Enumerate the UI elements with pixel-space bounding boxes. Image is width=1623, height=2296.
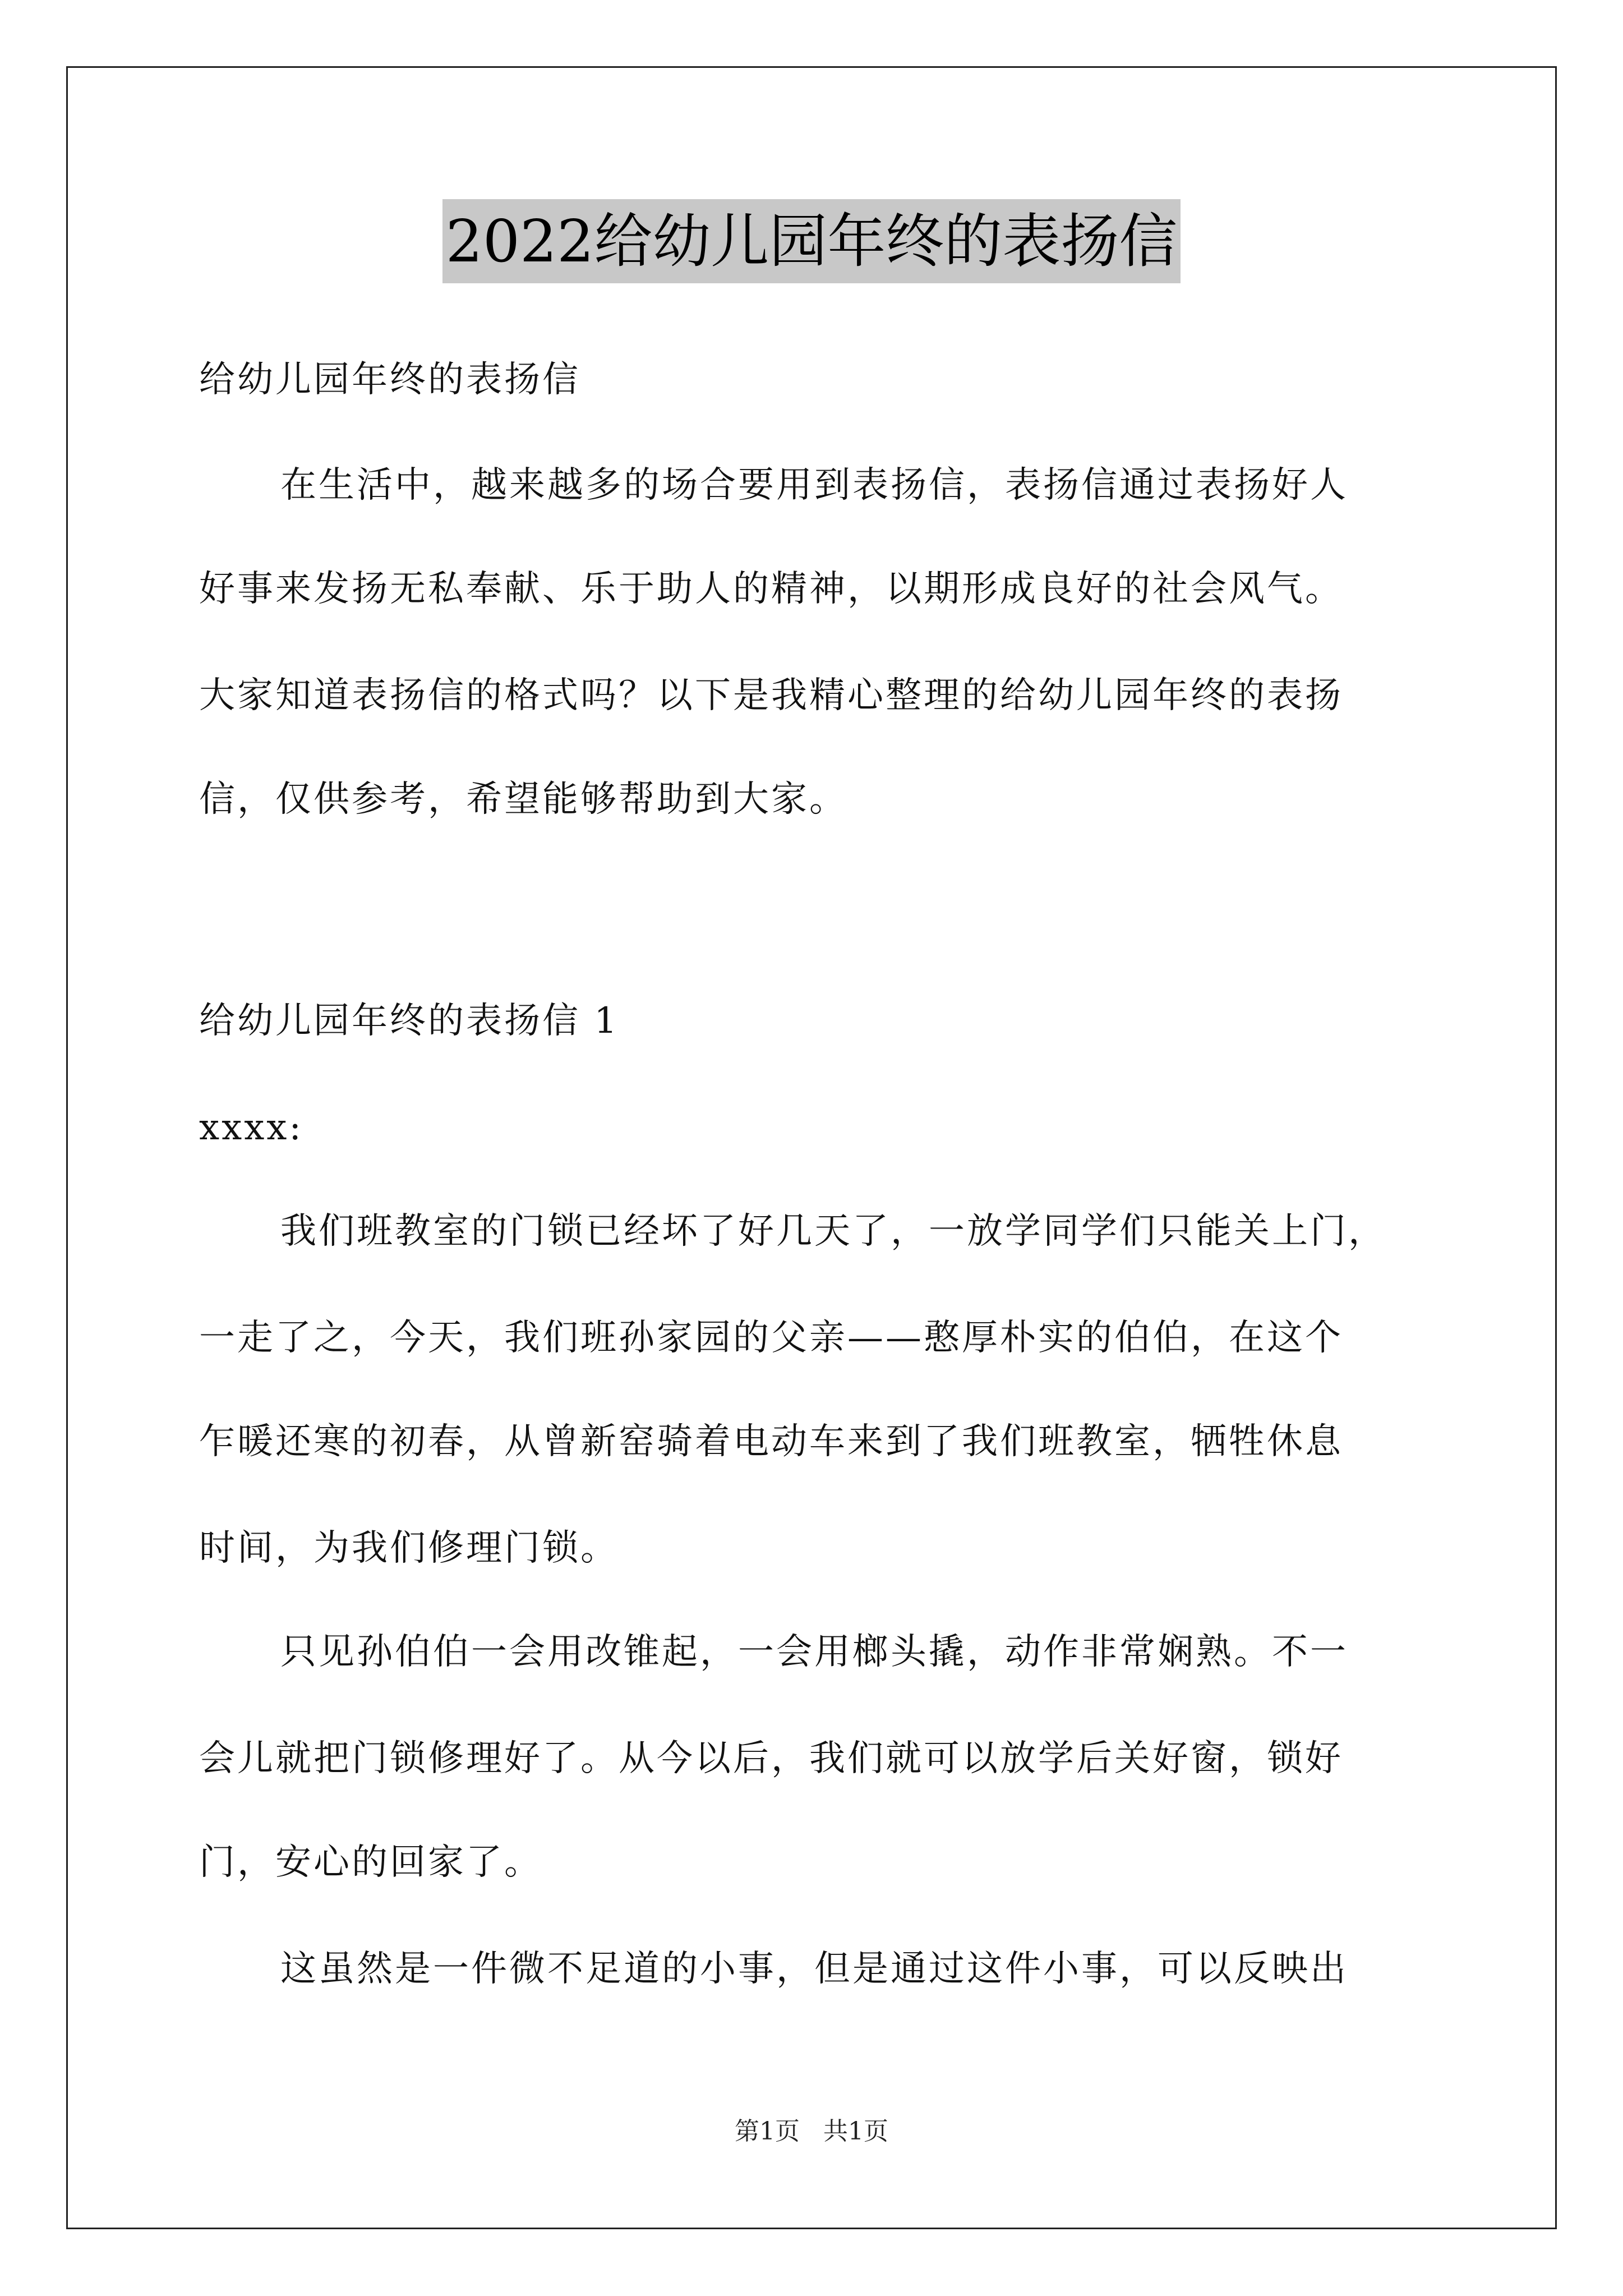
- intro-line: 大家知道表扬信的格式吗？以下是我精心整理的给幼儿园年终的表扬: [199, 675, 1343, 716]
- salutation: xxxx:: [199, 1107, 303, 1148]
- intro-line: 好事来发扬无私奉献、乐于助人的精神，以期形成良好的社会风气。: [199, 568, 1343, 610]
- body-line: 这虽然是一件微不足道的小事，但是通过这件小事，可以反映出: [280, 1948, 1348, 1990]
- intro-line: 信，仅供参考，希望能够帮助到大家。: [199, 779, 847, 820]
- body-line: 乍暖还寒的初春，从曾新窑骑着电动车来到了我们班教室，牺牲休息: [199, 1421, 1343, 1462]
- body-line: 只见孙伯伯一会用改锥起，一会用榔头撬，动作非常娴熟。不一: [280, 1631, 1348, 1673]
- page-footer: 第1页 共1页: [735, 2117, 888, 2146]
- subtitle: 给幼儿园年终的表扬信: [199, 359, 580, 401]
- body-line: 一走了之，今天，我们班孙家园的父亲——憨厚朴实的伯伯，在这个: [199, 1317, 1343, 1359]
- intro-line: 在生活中，越来越多的场合要用到表扬信，表扬信通过表扬好人: [280, 464, 1348, 506]
- body-line: 时间，为我们修理门锁。: [199, 1527, 619, 1569]
- body-line: 我们班教室的门锁已经坏了好几天了，一放学同学们只能关上门，: [280, 1211, 1386, 1252]
- body-line: 会儿就把门锁修理好了。从今以后，我们就可以放学后关好窗，锁好: [199, 1738, 1343, 1779]
- title-wrap: [0, 199, 1623, 283]
- document-title: 2022给幼儿园年终的表扬信: [442, 199, 1181, 283]
- section-heading: 给幼儿园年终的表扬信 1: [199, 1000, 620, 1042]
- body-line: 门，安心的回家了。: [199, 1842, 542, 1883]
